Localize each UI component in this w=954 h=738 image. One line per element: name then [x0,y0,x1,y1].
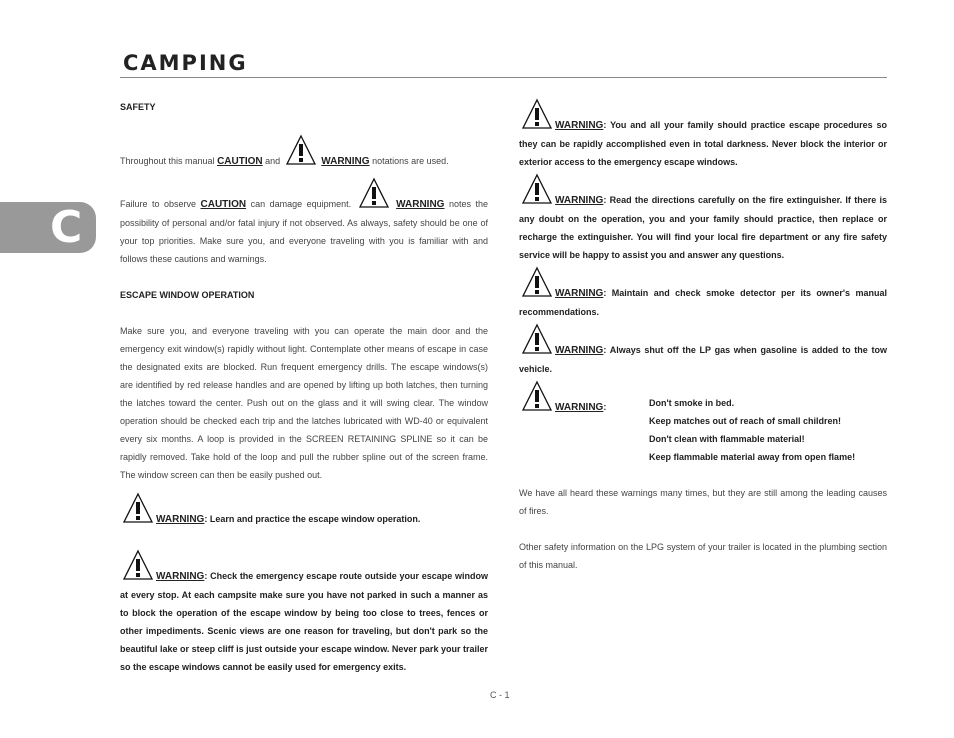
warning-label: WARNING [321,156,370,167]
list-item: Don't clean with flammable material! [649,434,805,444]
warning-triangle-icon [122,492,154,524]
warning-triangle-icon [285,134,317,166]
list-item: Don't smoke in bed. [649,398,735,408]
title-divider [120,77,887,78]
warning-triangle-icon [521,380,553,412]
warning-list-label [519,380,649,466]
escape-paragraph: Make sure you, and everyone traveling with you can operate the main door and the emergency exit window(s) rapidly without light. Contemplate other means of escape in case the designated exits are blocked. Run frequent emergency drills. The escape windows(s) are identified by red release handles and are opened by lifting up both latches, then turning the latches toward the center. Push out on the glass and it will swing clear. The window operation should be checked each trip and the latches lubricated with WD-40 or equivalent every six months. A loop is provided in the SCREEN RETAINING SPLINE so it can be rapidly removed. Take hold of the loop and pull the rubber spline out of the screen frame. The window screen can then be easily pushed out. [120,326,488,480]
warning-triangle-icon [521,98,553,130]
warning-fire-list [519,380,887,466]
warning-label: WARNING [555,345,604,356]
warning-triangle-icon [521,173,553,205]
failure-text-a: Failure to observe [120,199,197,209]
warning-escape-procedures-text: : You and all your family should practice escape procedures so they can be rapidly accomplished even in total darkness. Never block the interior or exterior access to the emergency escape windows. [519,120,887,167]
caution-label: CAUTION [200,199,247,210]
warning-smoke-detector [519,266,887,321]
intro-text-b: and [265,156,281,166]
warning-triangle-icon [521,266,553,298]
warning-smoke-detector-text: : Maintain and check smoke detector per its owner's manual recommendations. [519,288,887,317]
warning-label: WARNING [555,120,604,131]
caution-label: CAUTION [217,156,263,167]
list-item: Keep matches out of reach of small children! [649,416,842,426]
escape-heading: ESCAPE WINDOW OPERATION [120,290,255,300]
warning-triangle-icon [122,549,154,581]
safety-heading: SAFETY [120,102,156,112]
warning-fire-extinguisher-text: : Read the directions carefully on the fire extinguisher. If there is any doubt on the operation, you and your family should practice, then replace or recharge the extinguisher. You will find your local fire department or any fire safety service will be happy to assist you and answer any questions. [519,195,887,260]
list-item: Keep flammable material away from open flame! [649,452,856,462]
fire-safety-list [649,380,855,466]
other-info-paragraph: Other safety information on the LPG system of your trailer is located in the plumbing section of this manual. [519,542,887,570]
intro-text-c: notations are used. [372,156,449,166]
warning-lp-gas [519,323,887,378]
warning-check-route-text: : Check the emergency escape route outside your escape window at every stop. At each campsite make sure you have not parked in such a manner as to block the operation of the escape window by being too close to trees, fences or other impediments. Scenic views are one reason for traveling, but don't park so the beautiful lake or steep cliff is just outside your escape window. Never park your trailer so the escape windows cannot be easily used for emergency exits. [120,571,488,672]
warning-lp-gas-text: : Always shut off the LP gas when gasoline is added to the tow vehicle. [519,345,887,374]
warning-triangle-icon [358,177,390,209]
warnings-heard-paragraph: We have all heard these warnings many times, but they are still among the leading causes of fires. [519,488,887,516]
warning-check-route [120,549,488,676]
intro-paragraph [120,134,488,171]
chapter-tab-letter: C [50,202,83,253]
warning-label: WARNING [555,195,604,206]
intro-text-a: Throughout this manual [120,156,215,166]
failure-text-b: can damage equipment. [250,199,352,209]
warning-label: WARNING [555,402,604,413]
failure-paragraph [120,177,488,268]
right-column [519,98,887,574]
warning-colon: : [603,402,607,412]
page-title: CAMPING [123,51,248,75]
failure-text-c: notes the possibility of personal and/or fatal injury if not observed. As always, safety should be one of your top priorities. Make sure you, and everyone traveling with you is familiar with and follows these cautions and warnings. [120,199,488,264]
warning-learn [120,492,488,529]
left-column [120,98,488,676]
warning-label: WARNING [156,514,205,525]
page-number: C - 1 [490,690,510,700]
warning-label: WARNING [156,571,205,582]
warning-label: WARNING [555,288,604,299]
warning-escape-procedures [519,98,887,171]
warning-label: WARNING [396,199,445,210]
warning-triangle-icon [521,323,553,355]
warning-learn-text: : Learn and practice the escape window operation. [204,514,421,524]
warning-fire-extinguisher [519,173,887,264]
